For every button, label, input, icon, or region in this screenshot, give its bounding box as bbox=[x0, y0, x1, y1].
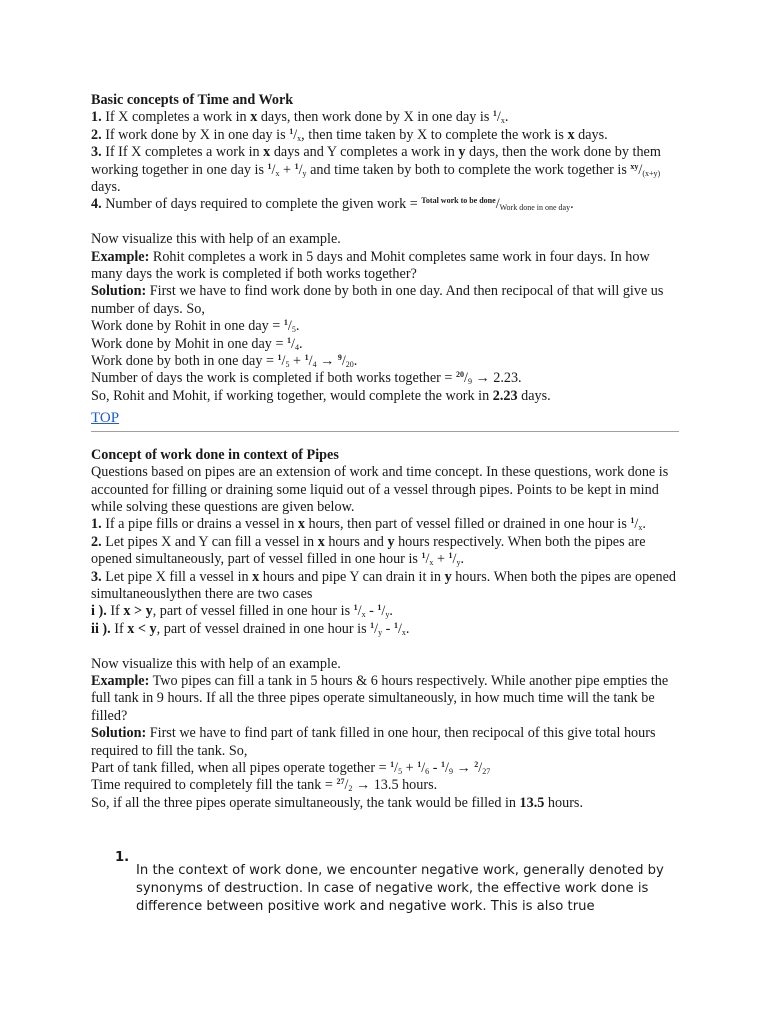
case-item: ii ). If x < y, part of vessel drained in one hour is $^1/_y - ^1/_x$. bbox=[91, 620, 410, 637]
example-paragraph: Example: Rohit completes a work in 5 days and Mohit completes same work in four days. In how many days the work is completed if both works together? bbox=[91, 248, 650, 283]
visualize-line: Now visualize this with help of an example. bbox=[91, 655, 341, 672]
solution-step: Time required to completely fill the $\tan k = ^{27}/_2 \to 13.5$ hours. bbox=[91, 777, 438, 794]
section-title: Concept of work done in context of Pipes bbox=[91, 446, 339, 463]
fraction: $^{xy}/_{(x+y)}$ bbox=[630, 161, 661, 178]
section-title: Basic concepts of Time and Work bbox=[91, 92, 294, 108]
document-body bbox=[91, 92, 681, 812]
fraction: $^1/_9$ bbox=[441, 760, 453, 776]
solution-paragraph: Solution: First we have to find work done by both in one day. And then recipocal of that will give us number of days. So, bbox=[91, 283, 664, 317]
conclusion-line: So, if all the three pipes operate simultaneously, the tank would be filled in 13.5 hours. bbox=[91, 794, 583, 811]
solution-step: Work done by both in one day = $^1/_5 + ^1/_4 \to ^9/_{20}$. bbox=[91, 353, 358, 370]
fraction: $^1/_x$ bbox=[421, 551, 434, 568]
fraction: $^1/_x$ bbox=[492, 109, 505, 126]
solution-step: Number of days the work is completed if both works together = $^{20}/_9 \to 2.23$. bbox=[91, 370, 522, 387]
fraction: $^1/_y$ bbox=[370, 620, 383, 637]
solution-step: Part of tank filled, when all pipes operate together = $^1/_5 + ^1/_6 - ^1/_9 \to ^2/_{27}$ bbox=[91, 760, 491, 776]
concept-item: 2. Let pipes X and Y can fill a vessel in x hours and y hours respectively. When both the pipes are opened simultaneously, part of vessel filled in one hour is $^1/_x + ^1/_y$. bbox=[91, 533, 646, 568]
fraction: $^{Total work to be done}/_{Work done in one day}$ bbox=[421, 196, 571, 213]
fraction: $^1/_x$ bbox=[353, 603, 366, 620]
case-item: i ). If x > y, part of vessel filled in one hour is $^1/_x - ^1/_y$. bbox=[91, 603, 393, 620]
fraction: $^1/_4$ bbox=[304, 353, 317, 370]
solution-paragraph: Solution: First we have to find part of tank filled in one hour, then recipocal of this give total hours required to fill the tank. So, bbox=[91, 725, 656, 759]
intro-paragraph: Questions based on pipes are an extension of work and time concept. In these questions, work done is accounted for filling or draining some liquid out of a vessel through pipes. Points to be kept in mind while solving these questions are given below. bbox=[91, 464, 669, 515]
fraction: $^1/_4$ bbox=[287, 335, 299, 352]
conclusion-line: So, Rohit and Mohit, if working together, would complete the work in 2.23 days. bbox=[91, 387, 551, 404]
fraction: $^1/_5$ bbox=[390, 760, 403, 776]
concept-item: 1. If a pipe fills or drains a vessel in x hours, then part of vessel filled or drained in one hour is $^1/_x$. bbox=[91, 516, 646, 533]
fraction: $^1/_5$ bbox=[283, 318, 296, 335]
fraction: $^9/_{20}$ bbox=[337, 353, 354, 370]
fraction: $^1/_5$ bbox=[277, 353, 290, 370]
fraction: $^1/_y$ bbox=[294, 161, 307, 178]
concept-item: 3. Let pipe X fill a vessel in x hours and pipe Y can drain it in y hours. When both the pipes are opened simultaneouslythen there are two cases bbox=[91, 568, 676, 602]
top-link[interactable]: TOP bbox=[91, 410, 120, 427]
list-number: 1. bbox=[115, 850, 130, 865]
numbered-list-item bbox=[115, 849, 675, 929]
example-paragraph: Example: Two pipes can fill a tank in 5 hours & 6 hours respectively. While another pipe empties the full tank in 9 hours. If all the three pipes operate simultaneously, in how much time will the tank be filled? bbox=[91, 672, 669, 724]
list-item-text: In the context of work done, we encounter negative work, generally denoted by synonyms of destruction. In case of negative work, the effective work done is difference between positive work and negative work. This is also true bbox=[136, 863, 664, 915]
fraction: $^{27}/_2$ bbox=[336, 777, 353, 794]
solution-step: Work done by Mohit in one day = $^1/_4$. bbox=[91, 335, 303, 352]
fraction: $^1/_y$ bbox=[448, 551, 461, 568]
concept-item: 4. Number of days required to complete the given work = $^{Total work to be done}/_{Work done in one day}$. bbox=[91, 196, 574, 213]
concept-item: 1. If X completes a work in x days, then work done by X in one day is $^1/_x$. bbox=[91, 109, 509, 126]
fraction: $^1/_x$ bbox=[267, 161, 280, 178]
fraction: $^1/_x$ bbox=[289, 126, 302, 143]
visualize-line: Now visualize this with help of an example. bbox=[91, 231, 341, 248]
fraction: $^1/_x$ bbox=[630, 516, 643, 533]
solution-step: Work done by Rohit in one day = $^1/_5$. bbox=[91, 318, 300, 335]
concept-item: 3. If If X completes a work in x days and Y completes a work in y days, then the work done by them working together in one day is $^1/_x + ^1/_y$ and time taken by both to complete the work together is $^{xy}/_{(x+y)}$ days. bbox=[91, 144, 661, 196]
fraction: $^1/_y$ bbox=[377, 603, 390, 620]
fraction: $^{20}/_9$ bbox=[455, 370, 472, 387]
fraction: $^2/_{27}$ bbox=[474, 760, 491, 776]
fraction: $^1/_x$ bbox=[393, 620, 406, 637]
fraction: $^1/_6$ bbox=[417, 760, 430, 776]
horizontal-divider bbox=[91, 431, 679, 432]
concept-item: 2. If work done by X in one day is $^1/_x$, then time taken by X to complete the work is x days. bbox=[91, 126, 608, 143]
